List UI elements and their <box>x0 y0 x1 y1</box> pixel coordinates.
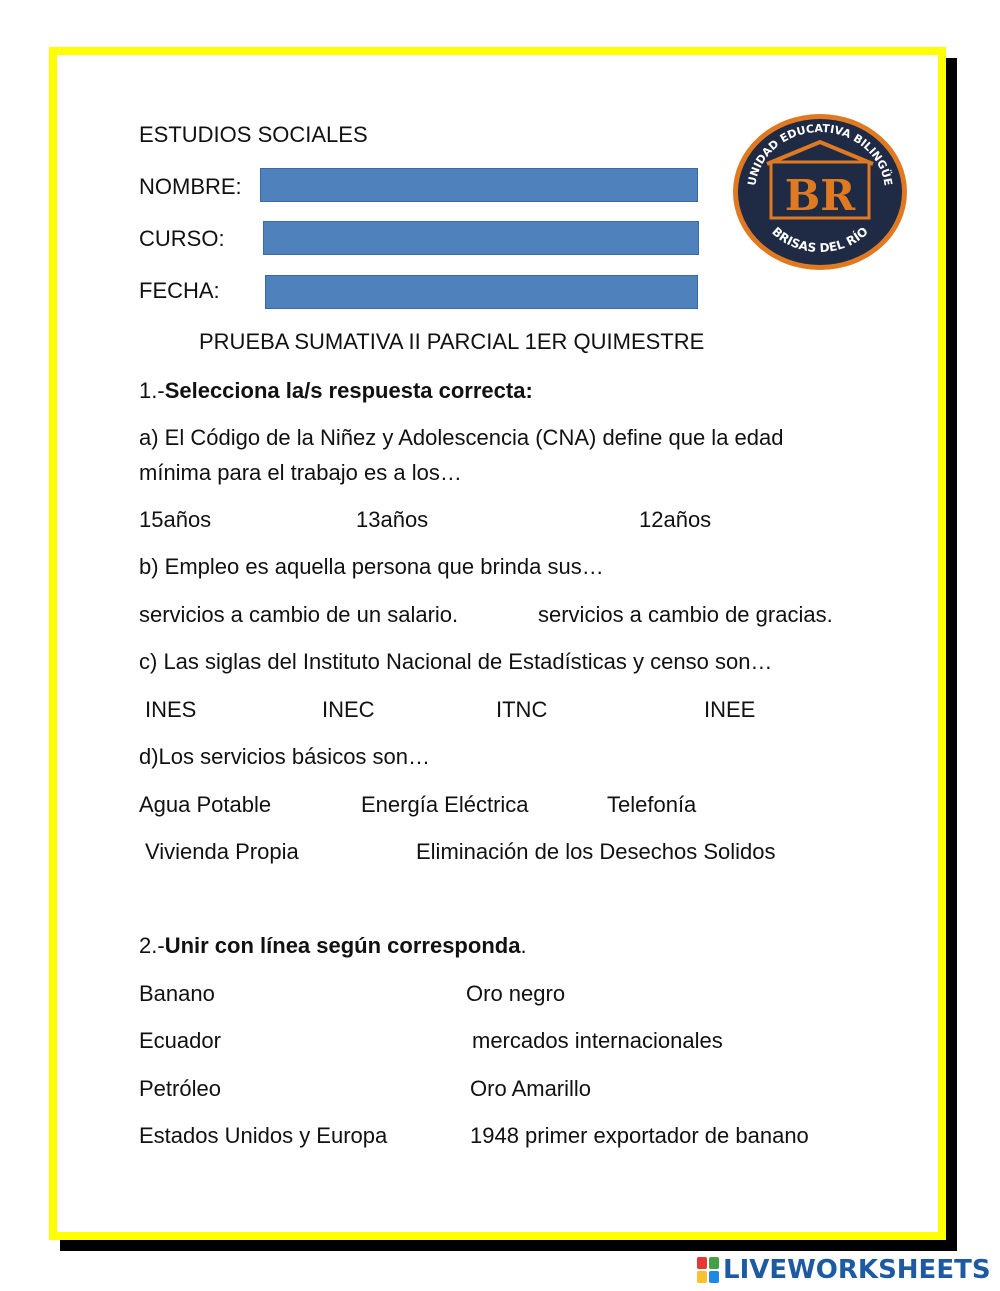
option-a-3[interactable]: 12años <box>639 507 712 532</box>
option-d-1[interactable]: Agua Potable <box>139 792 272 817</box>
option-c-1[interactable]: INES <box>145 697 197 722</box>
course-label: CURSO: <box>139 226 225 251</box>
logo-top-text: UNIDAD EDUCATIVA BILINGÜE <box>745 121 895 187</box>
liveworksheets-icon <box>697 1257 719 1283</box>
question-a-line2: mínima para el trabajo es a los… <box>139 460 462 485</box>
course-field[interactable] <box>263 221 699 255</box>
date-label: FECHA: <box>139 278 220 303</box>
option-c-2[interactable]: INEC <box>322 697 375 722</box>
option-d-2[interactable]: Energía Eléctrica <box>361 792 529 817</box>
logo-initials: BR <box>784 171 856 220</box>
subject-title: ESTUDIOS SOCIALES <box>139 122 368 147</box>
section2-heading <box>139 933 527 959</box>
name-field[interactable] <box>260 168 698 202</box>
option-d-4[interactable]: Vivienda Propia <box>145 839 299 864</box>
option-d-5[interactable]: Eliminación de los Desechos Solidos <box>416 839 776 864</box>
option-d-3[interactable]: Telefonía <box>607 792 697 817</box>
match-right-4[interactable]: 1948 primer exportador de banano <box>470 1123 809 1148</box>
option-a-2[interactable]: 13años <box>356 507 429 532</box>
section2-period: . <box>520 933 527 958</box>
question-c: c) Las siglas del Instituto Nacional de Estadísticas y censo son… <box>139 649 773 674</box>
section2-number: 2.- <box>139 933 165 958</box>
school-logo <box>731 112 909 272</box>
section1-instruction: Selecciona la/s respuesta correcta: <box>164 378 533 403</box>
option-b-1[interactable]: servicios a cambio de un salario. <box>139 602 459 627</box>
name-label: NOMBRE: <box>139 174 242 199</box>
question-d: d)Los servicios básicos son… <box>139 744 431 769</box>
logo-bottom-text: BRISAS DEL RÍO <box>769 224 871 256</box>
date-field[interactable] <box>265 275 698 309</box>
match-left-1[interactable]: Banano <box>139 981 215 1006</box>
match-right-2[interactable]: mercados internacionales <box>472 1028 723 1053</box>
question-b: b) Empleo es aquella persona que brinda sus… <box>139 554 604 579</box>
option-c-3[interactable]: ITNC <box>496 697 548 722</box>
exam-title: PRUEBA SUMATIVA II PARCIAL 1ER QUIMESTRE <box>199 329 705 354</box>
match-left-3[interactable]: Petróleo <box>139 1076 221 1101</box>
question-a-line1: a) El Código de la Niñez y Adolescencia (CNA) define que la edad <box>139 425 784 450</box>
match-left-4[interactable]: Estados Unidos y Europa <box>139 1123 388 1148</box>
match-right-3[interactable]: Oro Amarillo <box>470 1076 592 1101</box>
section2-instruction: Unir con línea según corresponda <box>164 933 521 958</box>
option-b-2[interactable]: servicios a cambio de gracias. <box>538 602 833 627</box>
match-left-2[interactable]: Ecuador <box>139 1028 221 1053</box>
watermark-text: LIVEWORKSHEETS <box>723 1255 991 1285</box>
match-right-1[interactable]: Oro negro <box>466 981 566 1006</box>
section1-number: 1.- <box>139 378 165 403</box>
option-a-1[interactable]: 15años <box>139 507 212 532</box>
option-c-4[interactable]: INEE <box>704 697 756 722</box>
liveworksheets-watermark <box>697 1254 991 1286</box>
section1-heading <box>139 378 533 404</box>
